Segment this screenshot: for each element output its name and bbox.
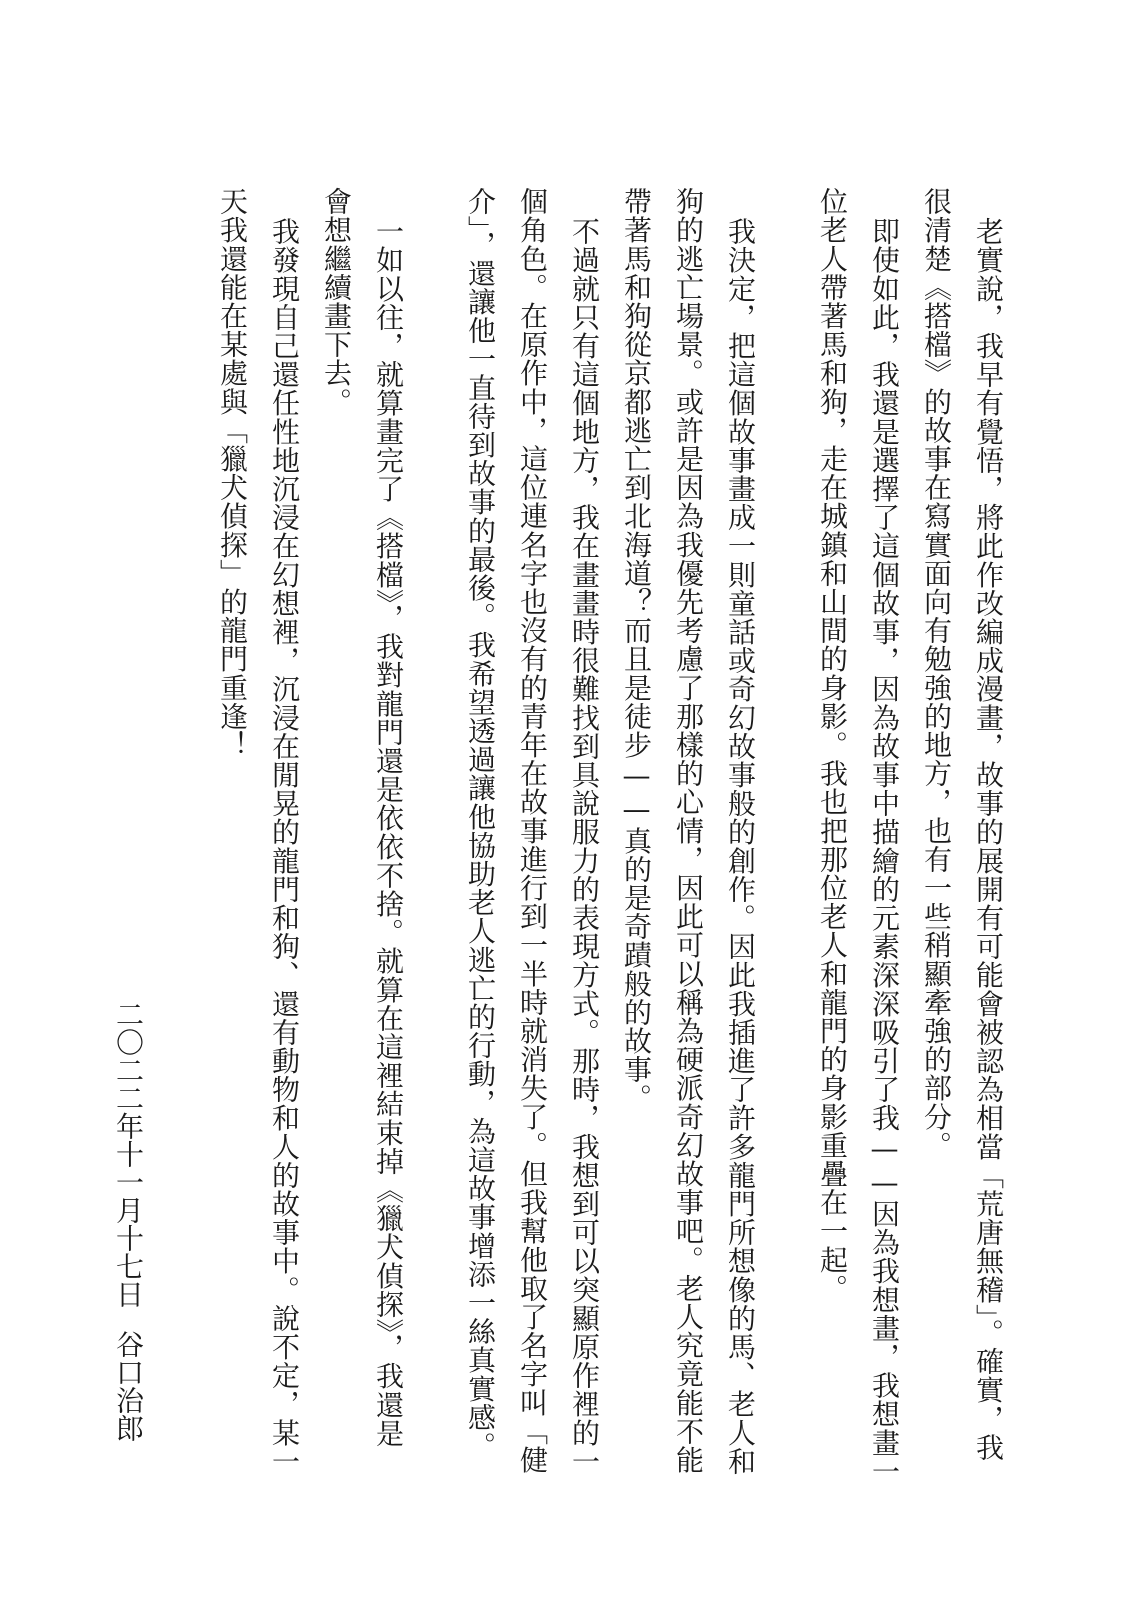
text-column: 一如以往，就算畫完了《搭檔》，我對龍門還是依依不捨。就算在這裡結束掉《獵犬偵探》，我還是 xyxy=(372,217,405,1448)
text-column: 介」，還讓他一直待到故事的最後。我希望透過讓他協助老人逃亡的行動，為這故事增添一絲真實感。 xyxy=(464,187,497,1460)
text-column: 老實說，我早有覺悟，將此作改編成漫畫，故事的展開有可能會被認為相當「荒唐無稽」。確實，我 xyxy=(972,217,1005,1462)
text-column: 即使如此，我還是選擇了這個故事，因為故事中描繪的元素深深吸引了我——因為我想畫，我想畫一 xyxy=(868,217,901,1486)
signature-author: 谷口治郎 xyxy=(112,1330,145,1442)
text-column: 個角色。在原作中，這位連名字也沒有的青年在故事進行到一半時就消失了。但我幫他取了名字叫「健 xyxy=(516,187,549,1474)
text-column: 狗的逃亡場景。或許是因為我優先考慮了那樣的心情，因此可以稱為硬派奇幻故事吧。老人究竟能不能 xyxy=(672,187,705,1474)
signature-date: 二〇二二年十一月十七日 xyxy=(112,1000,145,1308)
text-column: 不過就只有這個地方，我在畫畫時很難找到具說服力的表現方式。那時，我想到可以突顯原作裡的一 xyxy=(568,217,601,1476)
text-column: 位老人帶著馬和狗，走在城鎮和山間的身影。我也把那位老人和龍門的身影重疊在一起。 xyxy=(816,187,849,1303)
text-column: 天我還能在某處與「獵犬偵探」的龍門重逢！ xyxy=(216,187,249,759)
text-column: 會想繼續畫下去。 xyxy=(320,187,353,416)
text-column: 帶著馬和狗從京都逃亡到北海道？而且是徒步——真的是奇蹟般的故事。 xyxy=(620,187,653,1113)
text-column: 我決定，把這個故事畫成一則童話或奇幻故事般的創作。因此我插進了許多龍門所想像的馬、老人和 xyxy=(724,217,757,1476)
text-column: 很清楚《搭檔》的故事在寫實面向有勉強的地方，也有一些稍顯牽強的部分。 xyxy=(920,187,953,1160)
text-column: 我發現自己還任性地沉浸在幻想裡，沉浸在閒晃的龍門和狗、還有動物和人的故事中。說不定，某一 xyxy=(268,217,301,1476)
signature-line xyxy=(108,1000,148,1440)
